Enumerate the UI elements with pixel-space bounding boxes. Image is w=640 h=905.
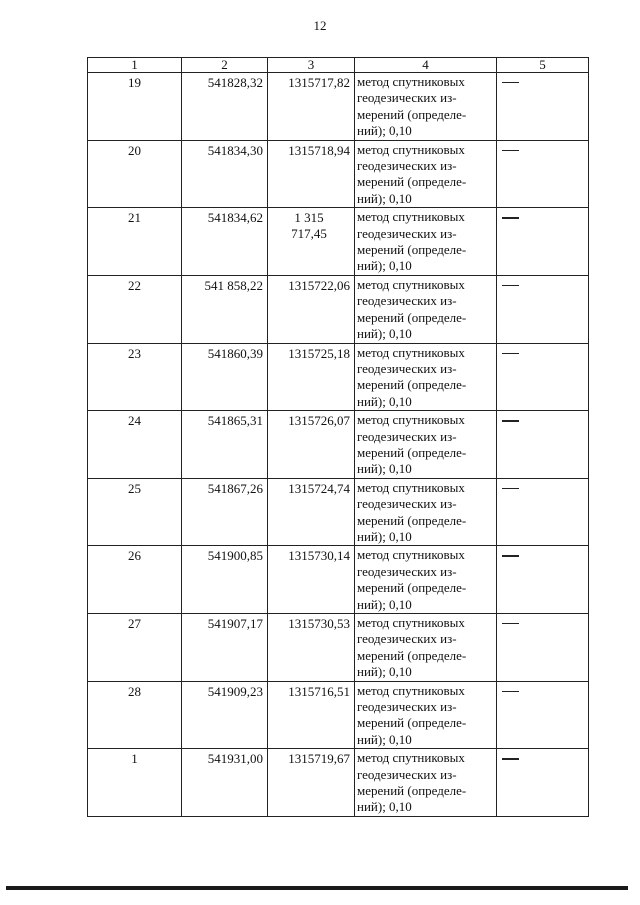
description-cell — [497, 208, 589, 276]
method-line: ний); 0,10 — [357, 731, 412, 747]
x-coordinate-cell: 541865,31 — [182, 411, 268, 479]
point-number-cell: 23 — [88, 343, 182, 411]
point-number-cell: 27 — [88, 614, 182, 682]
description-cell — [497, 614, 589, 682]
dash-mark — [502, 555, 519, 556]
dash-mark — [502, 150, 519, 151]
point-number-cell: 1 — [88, 749, 182, 817]
y-coordinate-cell — [268, 478, 355, 546]
method-cell — [355, 208, 497, 276]
description-cell — [497, 546, 589, 614]
method-line: геодезических из- — [357, 631, 457, 647]
dash-mark — [502, 420, 519, 421]
method-line: метод спутниковых — [357, 74, 465, 89]
point-number-cell: 20 — [88, 140, 182, 208]
method-line: ний); 0,10 — [357, 326, 412, 342]
x-coordinate-cell: 541907,17 — [182, 614, 268, 682]
method-cell — [355, 275, 497, 343]
bottom-rule — [6, 886, 628, 890]
description-cell — [497, 343, 589, 411]
dash-mark — [502, 82, 519, 83]
x-coordinate-cell: 541867,26 — [182, 478, 268, 546]
method-line: геодезических из- — [357, 563, 457, 579]
method-line: ний); 0,10 — [357, 799, 412, 815]
description-cell — [497, 140, 589, 208]
method-cell — [355, 140, 497, 208]
table-row — [88, 478, 589, 546]
description-cell — [497, 73, 589, 141]
dash-mark — [502, 353, 519, 354]
method-cell — [355, 681, 497, 749]
method-line: ний); 0,10 — [357, 190, 412, 206]
dash-mark — [502, 691, 519, 692]
method-line: метод спутниковых — [357, 750, 465, 766]
table-row — [88, 275, 589, 343]
method-line: ний); 0,10 — [357, 258, 412, 274]
column-header: 5 — [497, 58, 589, 73]
method-line: ний); 0,10 — [357, 596, 412, 612]
point-number-cell: 25 — [88, 478, 182, 546]
method-line: метод спутниковых — [357, 682, 465, 698]
method-line: метод спутниковых — [357, 547, 465, 563]
table-row — [88, 614, 589, 682]
point-number-cell: 28 — [88, 681, 182, 749]
y-coordinate-value: 1315724,74 — [288, 480, 350, 496]
method-line: метод спутниковых — [357, 615, 465, 630]
method-line: мерений (определе- — [357, 309, 467, 325]
x-coordinate-cell: 541834,30 — [182, 140, 268, 208]
point-number-cell: 21 — [88, 208, 182, 276]
method-line: ний); 0,10 — [357, 664, 412, 680]
method-line: ний); 0,10 — [357, 123, 412, 139]
table-row — [88, 140, 589, 208]
dash-mark — [502, 217, 519, 218]
y-coordinate-value: 1315718,94 — [288, 142, 350, 158]
method-line: мерений (определе- — [357, 377, 467, 393]
point-number-cell: 26 — [88, 546, 182, 614]
table-row — [88, 411, 589, 479]
column-header: 2 — [182, 58, 268, 73]
x-coordinate-cell: 541828,32 — [182, 73, 268, 141]
point-number-cell: 24 — [88, 411, 182, 479]
description-cell — [497, 411, 589, 479]
method-cell — [355, 614, 497, 682]
method-line: геодезических из- — [357, 428, 457, 444]
column-header: 4 — [355, 58, 497, 73]
page-number: 12 — [313, 18, 327, 33]
table-row — [88, 546, 589, 614]
y-coordinate-value: 1315716,51 — [288, 683, 350, 699]
y-coordinate-value: 1 315 717,45 — [291, 210, 327, 242]
table-row — [88, 749, 589, 817]
method-line: геодезических из- — [357, 293, 457, 309]
point-number-cell: 22 — [88, 275, 182, 343]
method-cell — [355, 749, 497, 817]
x-coordinate-cell: 541900,85 — [182, 546, 268, 614]
table-row — [88, 208, 589, 276]
y-coordinate-cell — [268, 681, 355, 749]
y-coordinate-cell — [268, 343, 355, 411]
y-coordinate-value: 1315719,67 — [288, 751, 350, 767]
method-line: метод спутниковых — [357, 412, 465, 428]
description-cell — [497, 681, 589, 749]
method-line: мерений (определе- — [357, 174, 467, 190]
table-row — [88, 73, 589, 141]
method-cell — [355, 546, 497, 614]
dash-mark — [502, 285, 519, 286]
method-line: мерений (определе- — [357, 444, 467, 460]
x-coordinate-cell: 541860,39 — [182, 343, 268, 411]
method-cell — [355, 411, 497, 479]
method-line: мерений (определе- — [357, 715, 467, 731]
x-coordinate-cell: 541909,23 — [182, 681, 268, 749]
y-coordinate-value: 1315717,82 — [288, 75, 350, 90]
x-coordinate-cell: 541931,00 — [182, 749, 268, 817]
y-coordinate-cell — [268, 411, 355, 479]
method-line: ний); 0,10 — [357, 461, 412, 477]
method-line: ний); 0,10 — [357, 528, 412, 544]
y-coordinate-cell — [268, 73, 355, 141]
y-coordinate-cell — [268, 208, 355, 276]
method-cell — [355, 73, 497, 141]
column-header: 3 — [268, 58, 355, 73]
method-line: геодезических из- — [357, 360, 457, 376]
description-cell — [497, 478, 589, 546]
method-line: мерений (определе- — [357, 106, 467, 122]
method-line: геодезических из- — [357, 158, 457, 174]
method-cell — [355, 343, 497, 411]
table-row — [88, 343, 589, 411]
coordinates-table — [87, 57, 589, 817]
method-cell — [355, 478, 497, 546]
method-line: мерений (определе- — [357, 783, 467, 799]
table-row — [88, 681, 589, 749]
method-line: метод спутниковых — [357, 276, 465, 292]
method-line: мерений (определе- — [357, 512, 467, 528]
y-coordinate-cell — [268, 275, 355, 343]
column-header: 1 — [88, 58, 182, 73]
description-cell — [497, 275, 589, 343]
method-line: метод спутниковых — [357, 479, 465, 495]
method-line: геодезических из- — [357, 766, 457, 782]
table-body — [88, 73, 589, 817]
y-coordinate-cell — [268, 140, 355, 208]
y-coordinate-value: 1315725,18 — [288, 345, 350, 361]
y-coordinate-cell — [268, 614, 355, 682]
y-coordinate-value: 1315722,06 — [288, 277, 350, 293]
dash-mark — [502, 488, 519, 489]
x-coordinate-cell: 541 858,22 — [182, 275, 268, 343]
y-coordinate-value: 1315730,14 — [288, 548, 350, 564]
point-number-cell: 19 — [88, 73, 182, 141]
method-line: мерений (определе- — [357, 242, 467, 258]
table-header-row — [88, 58, 589, 73]
method-line: геодезических из- — [357, 90, 457, 106]
y-coordinate-cell — [268, 749, 355, 817]
method-line: геодезических из- — [357, 225, 457, 241]
method-line: ний); 0,10 — [357, 393, 412, 409]
y-coordinate-cell — [268, 546, 355, 614]
method-line: мерений (определе- — [357, 647, 467, 663]
method-line: геодезических из- — [357, 496, 457, 512]
y-coordinate-value: 1315730,53 — [288, 616, 350, 631]
y-coordinate-value: 1315726,07 — [288, 413, 350, 429]
method-line: метод спутниковых — [357, 344, 465, 360]
description-cell — [497, 749, 589, 817]
method-line: мерений (определе- — [357, 580, 467, 596]
dash-mark — [502, 623, 519, 624]
method-line: геодезических из- — [357, 699, 457, 715]
method-line: метод спутниковых — [357, 209, 465, 225]
dash-mark — [502, 758, 519, 759]
x-coordinate-cell: 541834,62 — [182, 208, 268, 276]
method-line: метод спутниковых — [357, 141, 465, 157]
